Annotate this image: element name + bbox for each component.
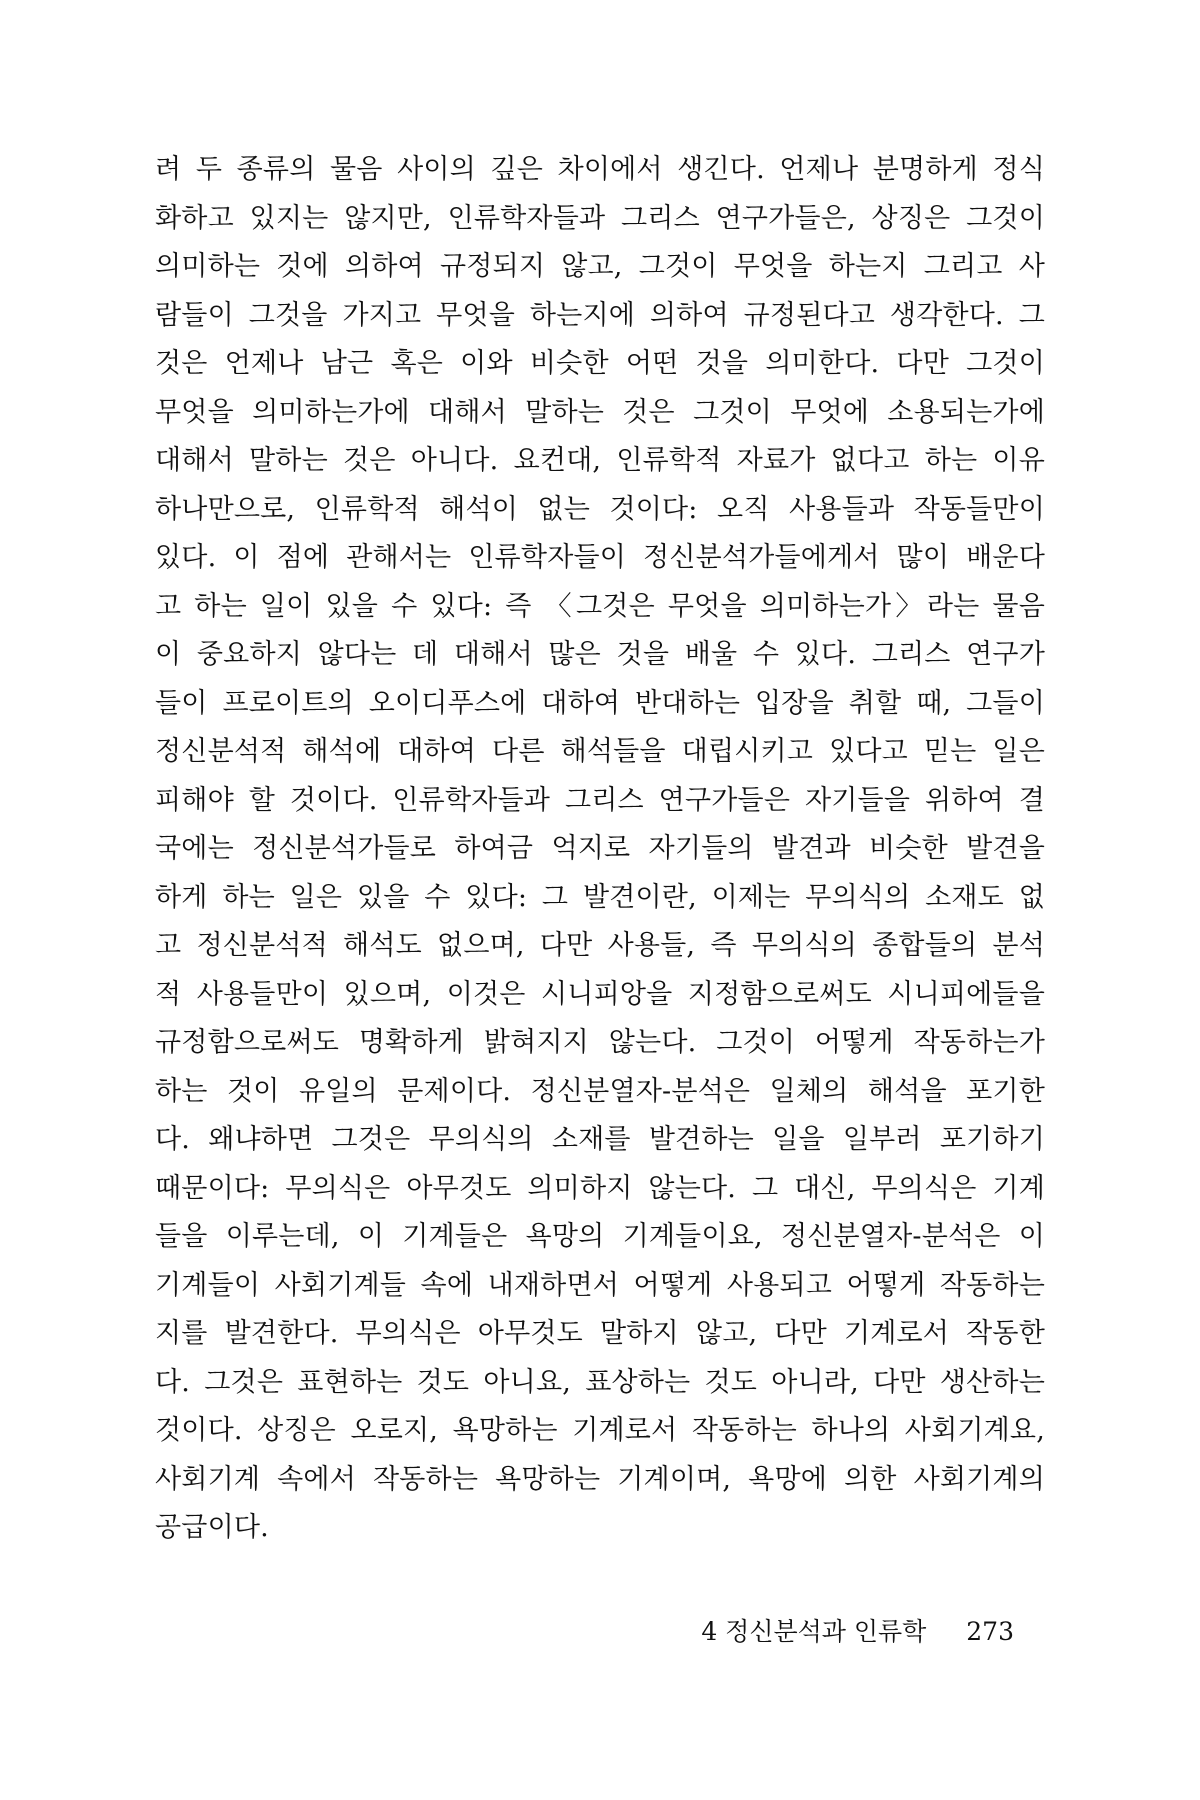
body-text: [155, 146, 1045, 1553]
text-line: 것이다. 상징은 오로지, 욕망하는 기계로서 작동하는 하나의 사회기계요,: [155, 1415, 1045, 1446]
text-line: 규정함으로써도 명확하게 밝혀지지 않는다. 그것이 어떻게 작동하는가: [155, 1027, 1045, 1058]
chapter-title: 4 정신분석과 인류학: [701, 1617, 927, 1646]
text-line: 들이 프로이트의 오이디푸스에 대하여 반대하는 입장을 취할 때, 그들이: [155, 687, 1045, 719]
text-line: 정신분석적 해석에 대하여 다른 해석들을 대립시키고 있다고 믿는 일은: [155, 736, 1045, 767]
text-line: 지를 발견한다. 무의식은 아무것도 말하지 않고, 다만 기계로서 작동한: [155, 1318, 1045, 1349]
text-line: 국에는 정신분석가들로 하여금 억지로 자기들의 발견과 비슷한 발견을: [155, 833, 1045, 864]
text-line: 적 사용들만이 있으며, 이것은 시니피앙을 지정함으로써도 시니피에들을: [155, 978, 1045, 1010]
text-line: 이 중요하지 않다는 데 대해서 많은 것을 배울 수 있다. 그리스 연구가: [155, 639, 1045, 670]
text-line: 기계들이 사회기계들 속에 내재하면서 어떻게 사용되고 어떻게 작동하는: [155, 1269, 1045, 1301]
text-line: 것은 언제나 남근 혹은 이와 비슷한 어떤 것을 의미한다. 다만 그것이: [155, 348, 1045, 379]
text-line: 하게 하는 일은 있을 수 있다: 그 발견이란, 이제는 무의식의 소재도 없: [155, 881, 1045, 913]
text-line: 람들이 그것을 가지고 무엇을 하는지에 의하여 규정된다고 생각한다. 그: [155, 299, 1045, 331]
text-line: 다. 왜냐하면 그것은 무의식의 소재를 발견하는 일을 일부러 포기하기: [155, 1124, 1045, 1155]
text-line: 무엇을 의미하는가에 대해서 말하는 것은 그것이 무엇에 소용되는가에: [155, 396, 1045, 428]
text-line: 하나만으로, 인류학적 해석이 없는 것이다: 오직 사용들과 작동들만이: [155, 493, 1045, 525]
text-line: 들을 이루는데, 이 기계들은 욕망의 기계들이요, 정신분열자-분석은 이: [155, 1221, 1045, 1252]
text-line: 사회기계 속에서 작동하는 욕망하는 기계이며, 욕망에 의한 사회기계의: [155, 1463, 1045, 1495]
page-number: 273: [966, 1617, 1014, 1646]
text-line: 다. 그것은 표현하는 것도 아니요, 표상하는 것도 아니라, 다만 생산하는: [155, 1366, 1045, 1398]
text-line: 때문이다: 무의식은 아무것도 의미하지 않는다. 그 대신, 무의식은 기계: [155, 1172, 1045, 1204]
text-line: 고 하는 일이 있을 수 있다: 즉 〈그것은 무엇을 의미하는가〉라는 물음: [155, 590, 1045, 622]
text-line: 의미하는 것에 의하여 규정되지 않고, 그것이 무엇을 하는지 그리고 사: [155, 251, 1045, 282]
text-line: 대해서 말하는 것은 아니다. 요컨대, 인류학적 자료가 없다고 하는 이유: [155, 445, 1045, 476]
text-line: 있다. 이 점에 관해서는 인류학자들이 정신분석가들에게서 많이 배운다: [155, 542, 1045, 573]
text-line: 려 두 종류의 물음 사이의 깊은 차이에서 생긴다. 언제나 분명하게 정식: [155, 154, 1045, 185]
text-line: 하는 것이 유일의 문제이다. 정신분열자-분석은 일체의 해석을 포기한: [155, 1075, 1045, 1107]
text-line: 화하고 있지는 않지만, 인류학자들과 그리스 연구가들은, 상징은 그것이: [155, 202, 1045, 234]
text-line: 피해야 할 것이다. 인류학자들과 그리스 연구가들은 자기들을 위하여 결: [155, 784, 1045, 816]
running-footer: [701, 1617, 1014, 1647]
text-line: 고 정신분석적 해석도 없으며, 다만 사용들, 즉 무의식의 종합들의 분석: [155, 930, 1045, 961]
text-line: 공급이다.: [155, 1512, 269, 1543]
